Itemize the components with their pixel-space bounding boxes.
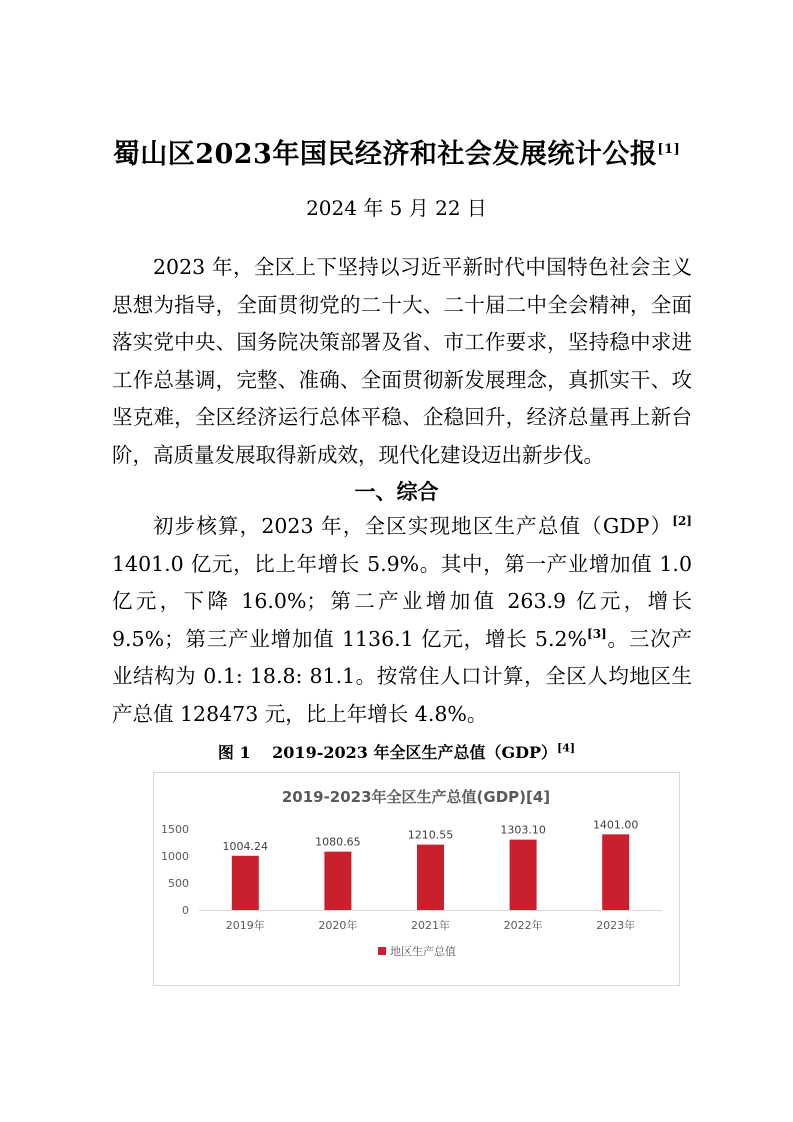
x-tick-label: 2022年 <box>503 919 543 932</box>
data-label: 1004.24 <box>222 839 269 853</box>
x-tick-label: 2019年 <box>225 919 265 932</box>
chart-title: 2019-2023年全区生产总值(GDP)[4] <box>281 788 551 806</box>
x-tick-label: 2020年 <box>318 919 358 932</box>
bar-2022年 <box>510 840 537 910</box>
figure-footnote[interactable]: [4] <box>557 741 576 755</box>
title-text: 蜀山区2023年国民经济和社会发展统计公报 <box>112 139 658 170</box>
figure-caption <box>0 740 793 763</box>
y-tick-label: 0 <box>182 904 189 917</box>
data-label: 1210.55 <box>407 828 454 842</box>
gdp-chart <box>153 772 680 986</box>
bar-2020年 <box>324 852 351 910</box>
summary-paragraph <box>112 508 692 734</box>
data-label: 1080.65 <box>315 835 361 849</box>
bar-2021年 <box>417 845 444 910</box>
chart-canvas <box>154 773 679 985</box>
figure-caption-text: 图 1 2019-2023 年全区生产总值（GDP） <box>217 743 558 762</box>
bar-2023年 <box>602 834 629 910</box>
summary-text-a: 初步核算，2023 年，全区实现地区生产总值（GDP） <box>153 514 673 538</box>
x-tick-label: 2021年 <box>411 919 450 932</box>
summary-text-c: 。三次产业结构为 0.1: 18.8: 81.1。按常住人口计算，全区人均地区生产总值 128473 元，比上年增长 4.8%。 <box>112 626 692 726</box>
data-label: 1303.10 <box>500 823 546 837</box>
summary-text-b: 1401.0 亿元，比上年增长 5.9%。其中，第一产业增加值 1.0 亿元，下降 16.0%；第二产业增加值 263.9 亿元，增长 9.5%；第三产业增加值 1136.1 亿元，增长 5.2% <box>112 551 692 651</box>
y-tick-label: 1500 <box>161 823 189 836</box>
footnote-3[interactable]: [3] <box>587 626 607 641</box>
section-heading: 一、综合 <box>354 479 439 504</box>
bar-2019年 <box>232 856 259 910</box>
page-title <box>0 132 793 171</box>
intro-paragraph: 2023 年，全区上下坚持以习近平新时代中国特色社会主义思想为指导，全面贯彻党的二十大、二十届二中全会精神，全面落实党中央、国务院决策部署及省、市工作要求，坚持稳中求进工作总基调，完整、准确、全面贯彻新发展理念，真抓实干、攻坚克难，全区经济运行总体平稳、企稳回升，经济总量再上新台阶，高质量发展取得新成效，现代化建设迈出新步伐。 <box>112 255 692 467</box>
footnote-2[interactable]: [2] <box>672 514 692 529</box>
legend-swatch <box>378 947 386 955</box>
x-tick-label: 2023年 <box>596 919 636 932</box>
data-label: 1401.00 <box>592 818 639 832</box>
chart-plot-area <box>161 818 662 958</box>
y-tick-label: 500 <box>168 877 189 890</box>
publish-date: 2024 年 5 月 22 日 <box>306 196 487 220</box>
y-tick-label: 1000 <box>161 850 189 863</box>
title-footnote[interactable]: [1] <box>657 142 681 157</box>
legend-label: 地区生产总值 <box>390 945 456 958</box>
